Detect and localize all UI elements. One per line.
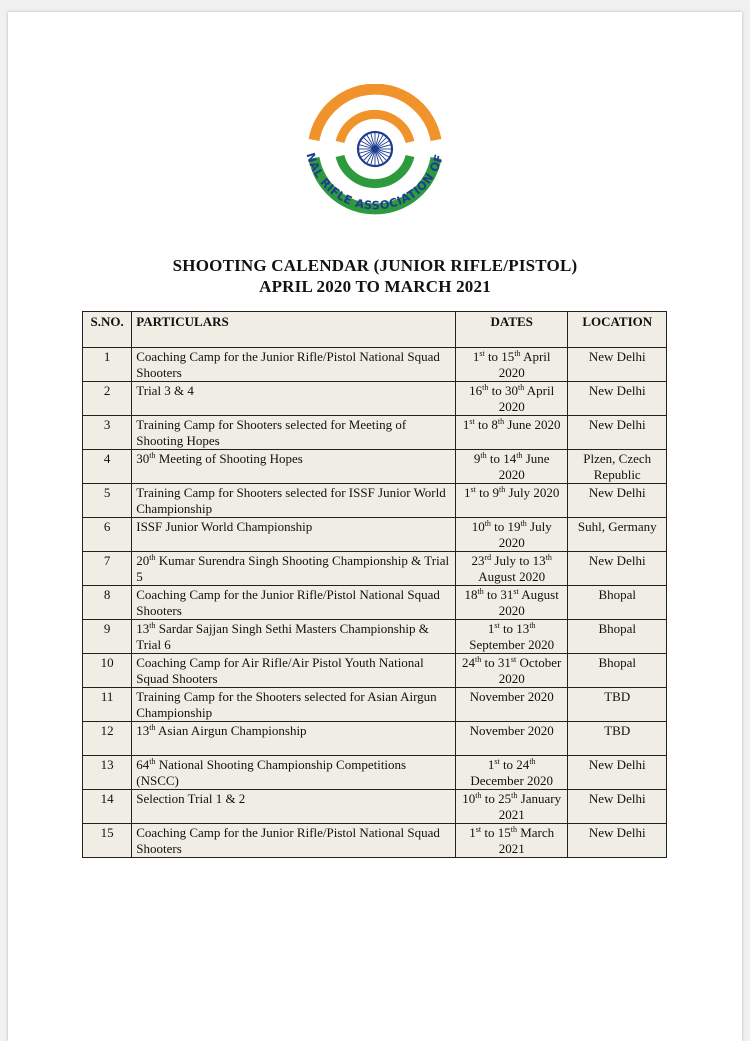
cell-dates: 1st to 24th December 2020: [455, 756, 568, 790]
cell-location: Bhopal: [568, 586, 667, 620]
cell-dates: 16th to 30th April 2020: [455, 382, 568, 416]
cell-dates: 1st to 9th July 2020: [455, 484, 568, 518]
cell-location: Bhopal: [568, 620, 667, 654]
cell-particulars: 30th Meeting of Shooting Hopes: [132, 450, 456, 484]
header-dates: DATES: [455, 312, 568, 348]
cell-particulars: Coaching Camp for the Junior Rifle/Pistol National Squad Shooters: [132, 824, 456, 858]
table-row: [83, 654, 667, 688]
cell-sno: 4: [83, 450, 132, 484]
cell-location: Plzen, Czech Republic: [568, 450, 667, 484]
cell-dates: 1st to 15th March 2021: [455, 824, 568, 858]
table-header-row: [83, 312, 667, 348]
cell-sno: 8: [83, 586, 132, 620]
cell-particulars: Selection Trial 1 & 2: [132, 790, 456, 824]
cell-sno: 9: [83, 620, 132, 654]
cell-sno: 6: [83, 518, 132, 552]
page-title-line1: SHOOTING CALENDAR (JUNIOR RIFLE/PISTOL): [172, 256, 578, 275]
cell-location: New Delhi: [568, 756, 667, 790]
cell-particulars: Coaching Camp for Air Rifle/Air Pistol Youth National Squad Shooters: [132, 654, 456, 688]
table-row: [83, 722, 667, 756]
cell-location: New Delhi: [568, 790, 667, 824]
cell-dates: 1st to 15th April 2020: [455, 348, 568, 382]
cell-dates: November 2020: [455, 722, 568, 756]
cell-particulars: 13th Sardar Sajjan Singh Sethi Masters Championship & Trial 6: [132, 620, 456, 654]
cell-location: New Delhi: [568, 484, 667, 518]
cell-sno: 12: [83, 722, 132, 756]
table-row: [83, 586, 667, 620]
logo-ring-text: NAL RIFLE ASSOCIATION OF: [303, 151, 447, 213]
cell-sno: 10: [83, 654, 132, 688]
cell-sno: 13: [83, 756, 132, 790]
cell-dates: 9th to 14th June 2020: [455, 450, 568, 484]
cell-location: Bhopal: [568, 654, 667, 688]
cell-sno: 3: [83, 416, 132, 450]
cell-particulars: Training Camp for the Shooters selected for Asian Airgun Championship: [132, 688, 456, 722]
cell-location: TBD: [568, 688, 667, 722]
cell-dates: 10th to 25th January 2021: [455, 790, 568, 824]
cell-location: New Delhi: [568, 552, 667, 586]
nrai-logo-graphic: [287, 84, 463, 244]
cell-particulars: 20th Kumar Surendra Singh Shooting Championship & Trial 5: [132, 552, 456, 586]
cell-dates: 24th to 31st October 2020: [455, 654, 568, 688]
cell-particulars: Coaching Camp for the Junior Rifle/Pistol National Squad Shooters: [132, 348, 456, 382]
chakra-icon: [358, 132, 392, 166]
table-row: [83, 790, 667, 824]
cell-particulars: Coaching Camp for the Junior Rifle/Pistol National Squad Shooters: [132, 586, 456, 620]
table-row: [83, 824, 667, 858]
header-particulars: PARTICULARS: [132, 312, 456, 348]
cell-particulars: Training Camp for Shooters selected for ISSF Junior World Championship: [132, 484, 456, 518]
cell-dates: November 2020: [455, 688, 568, 722]
table-row: [83, 484, 667, 518]
cell-dates: 1st to 8th June 2020: [455, 416, 568, 450]
cell-particulars: 13th Asian Airgun Championship: [132, 722, 456, 756]
table-row: [83, 756, 667, 790]
header-location: LOCATION: [568, 312, 667, 348]
table-row: [83, 688, 667, 722]
cell-particulars: Trial 3 & 4: [132, 382, 456, 416]
cell-location: New Delhi: [568, 416, 667, 450]
cell-dates: 18th to 31st August 2020: [455, 586, 568, 620]
table-row: [83, 450, 667, 484]
cell-sno: 15: [83, 824, 132, 858]
cell-dates: 23rd July to 13th August 2020: [455, 552, 568, 586]
cell-sno: 2: [83, 382, 132, 416]
cell-particulars: ISSF Junior World Championship: [132, 518, 456, 552]
cell-location: New Delhi: [568, 824, 667, 858]
table-row: [83, 552, 667, 586]
cell-particulars: Training Camp for Shooters selected for Meeting of Shooting Hopes: [132, 416, 456, 450]
table-row: [83, 518, 667, 552]
cell-sno: 11: [83, 688, 132, 722]
cell-dates: 10th to 19th July 2020: [455, 518, 568, 552]
table-row: [83, 416, 667, 450]
cell-sno: 14: [83, 790, 132, 824]
table-body: [83, 348, 667, 858]
shooting-calendar-table: [82, 311, 667, 858]
cell-location: Suhl, Germany: [568, 518, 667, 552]
cell-particulars: 64th National Shooting Championship Competitions (NSCC): [132, 756, 456, 790]
cell-sno: 7: [83, 552, 132, 586]
cell-location: New Delhi: [568, 382, 667, 416]
nrai-logo: [287, 84, 463, 244]
table-row: [83, 620, 667, 654]
header-sno: S.NO.: [83, 312, 132, 348]
page-title-line2: APRIL 2020 TO MARCH 2021: [259, 277, 491, 296]
cell-location: New Delhi: [568, 348, 667, 382]
table-row: [83, 348, 667, 382]
cell-sno: 5: [83, 484, 132, 518]
cell-dates: 1st to 13th September 2020: [455, 620, 568, 654]
cell-location: TBD: [568, 722, 667, 756]
cell-sno: 1: [83, 348, 132, 382]
table-row: [83, 382, 667, 416]
